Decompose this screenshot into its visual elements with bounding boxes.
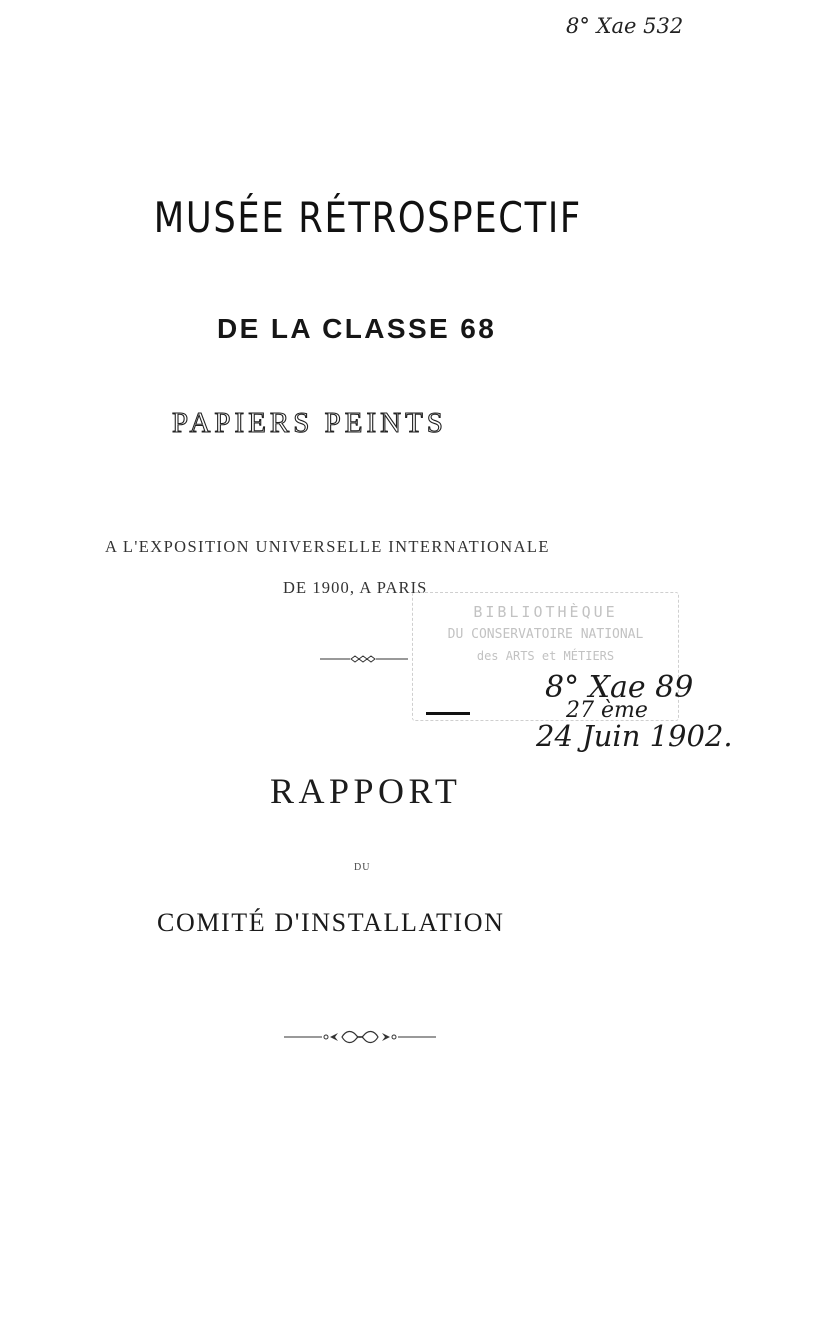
handwritten-date: 24 Juin 1902.: [536, 719, 733, 753]
exposition-line-2: DE 1900, A PARIS: [283, 578, 428, 597]
handwritten-call-number: 8° Xae 89: [545, 670, 694, 705]
subject-title: PAPIERS PEINTS: [172, 407, 447, 439]
closing-ornament-divider: [284, 1029, 436, 1050]
handwritten-number: 27 ème: [566, 698, 648, 723]
stamp-line-2: DU CONSERVATOIRE NATIONAL: [447, 627, 644, 642]
report-connector: DU: [354, 862, 371, 873]
report-title: RAPPORT: [270, 771, 462, 811]
committee-title: COMITÉ D'INSTALLATION: [157, 908, 505, 937]
class-title: DE LA CLASSE 68: [217, 313, 497, 344]
stamp-line-1: BIBLIOTHÈQUE: [473, 603, 618, 621]
shelfmark-annotation: 8° Xae 532: [566, 14, 684, 38]
exposition-line-1: A L'EXPOSITION UNIVERSELLE INTERNATIONALE: [105, 537, 550, 556]
stamp-line-3: des ARTS et MÉTIERS: [476, 649, 615, 663]
short-rule: [426, 712, 470, 715]
small-ornament-divider: [320, 652, 410, 670]
main-title: MUSÉE RÉTROSPECTIF: [153, 193, 582, 242]
